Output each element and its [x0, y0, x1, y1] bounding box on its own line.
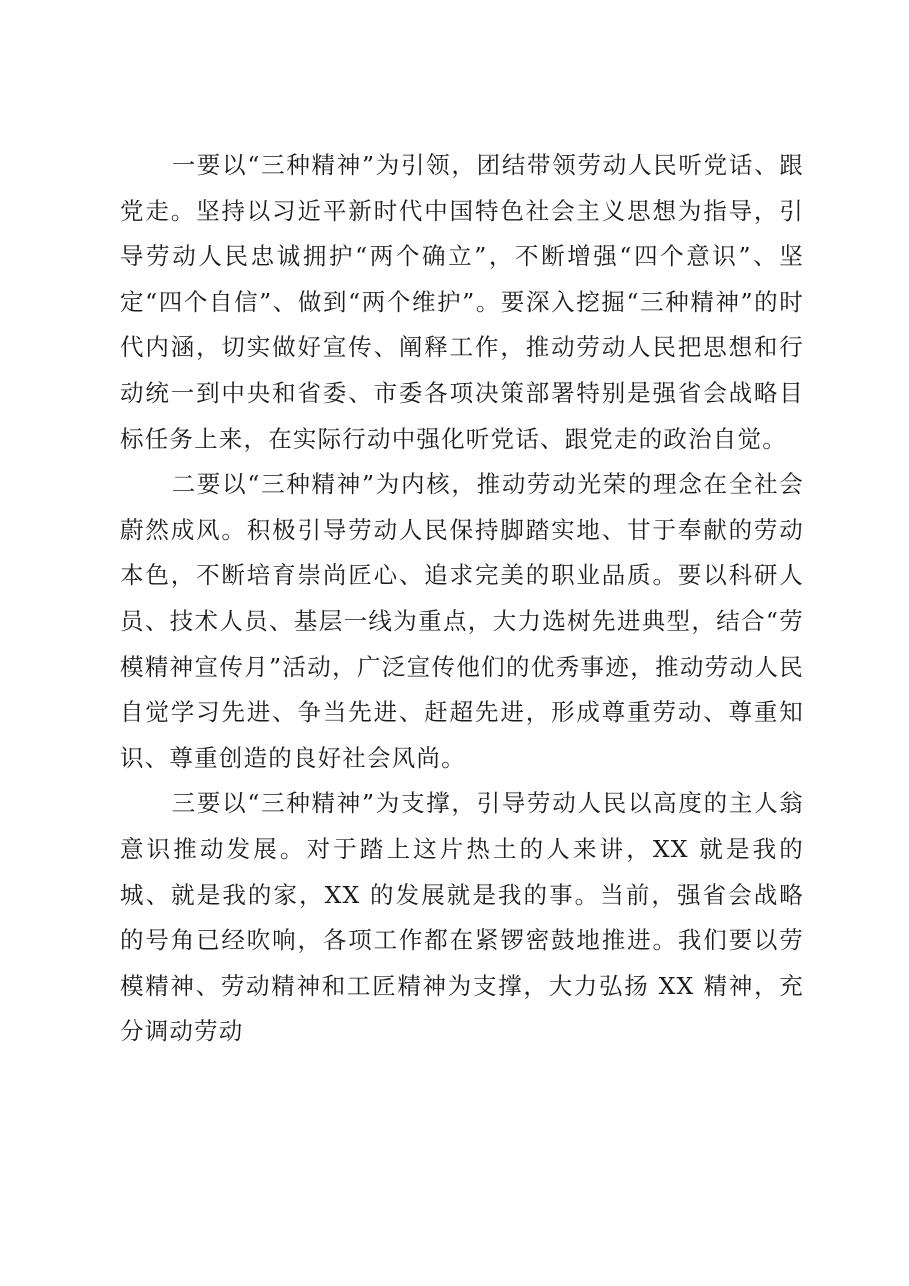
paragraph-2: 二要以“三种精神”为内核，推动劳动光荣的理念在全社会蔚然成风。积极引导劳动人民保持脚踏实地、甘于奉献的劳动本色，不断培育崇尚匠心、追求完美的职业品质。要以科研人员、技术人员、基层一线为重点，大力选树先进典型，结合“劳模精神宣传月”活动，广泛宣传他们的优秀事迹，推动劳动人民自觉学习先进、争当先进、赶超先进，形成尊重劳动、尊重知识、尊重创造的良好社会风尚。 — [120, 470, 804, 772]
paragraph-3: 三要以“三种精神”为支撑，引导劳动人民以高度的主人翁意识推动发展。对于踏上这片热土的人来讲，XX 就是我的城、就是我的家，XX 的发展就是我的事。当前，强省会战略的号角已经吹响，各项工作都在紧锣密鼓地推进。我们要以劳模精神、劳动精神和工匠精神为支撑，大力弘扬 XX 精神，充分调动劳动 — [120, 789, 804, 1046]
paragraph-1: 一要以“三种精神”为引领，团结带领劳动人民听党话、跟党走。坚持以习近平新时代中国特色社会主义思想为指导，引导劳动人民忠诚拥护“两个确立”，不断增强“四个意识”、坚定“四个自信”、做到“两个维护”。要深入挖掘“三种精神”的时代内涵，切实做好宣传、阐释工作，推动劳动人民把思想和行动统一到中央和省委、市委各项决策部署特别是强省会战略目标任务上来，在实际行动中强化听党话、跟党走的政治自觉。 — [120, 151, 804, 453]
document-body — [120, 143, 804, 1055]
